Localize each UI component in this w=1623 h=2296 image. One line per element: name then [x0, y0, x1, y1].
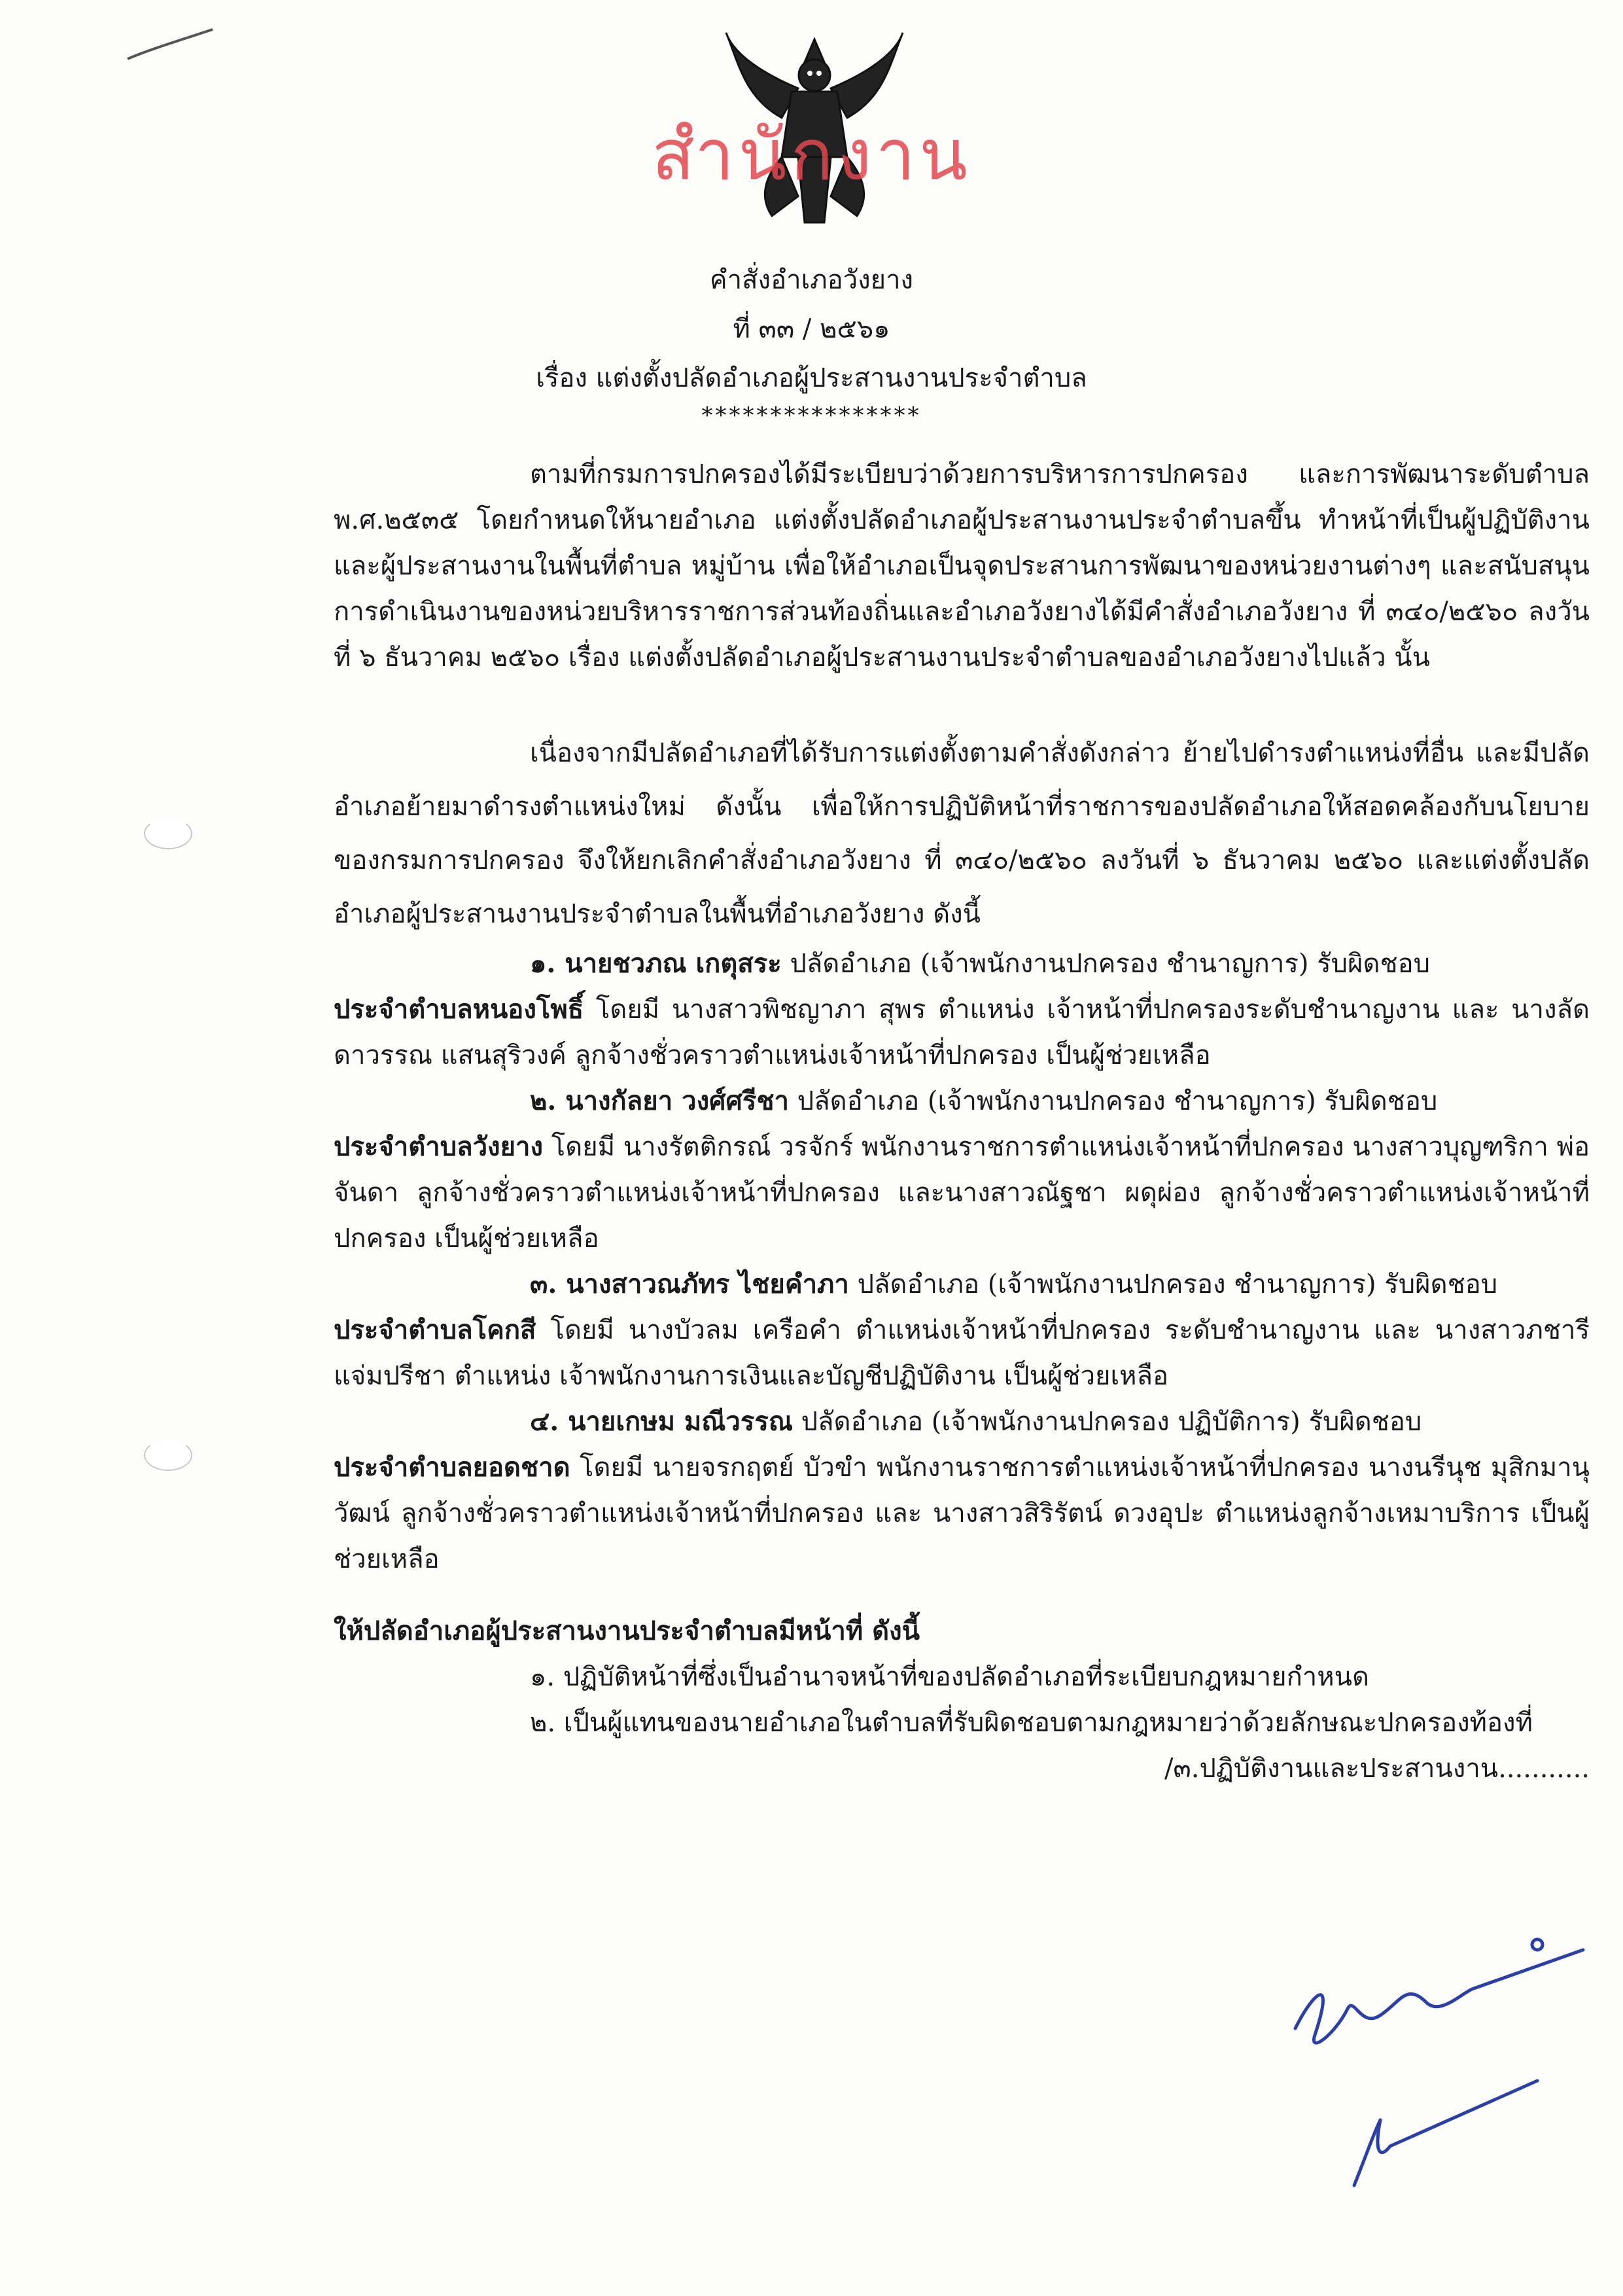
appointment-item-2-detail	[334, 1124, 1590, 1262]
duties-title: ให้ปลัดอำเภอผู้ประสานงานประจำตำบลมีหน้าที่ ดังนี้	[334, 1616, 920, 1646]
appointee-name: ๓. นางสาวณภัทร ไชยคำภา	[530, 1269, 849, 1299]
responsible-area: ประจำตำบลหนองโพธิ์	[334, 994, 584, 1025]
order-title: คำสั่งอำเภอวังยาง	[709, 265, 914, 295]
appointee-position: ปลัดอำเภอ (เจ้าพนักงานปกครอง ปฏิบัติการ) รับผิดชอบ	[792, 1407, 1422, 1437]
appointee-position: ปลัดอำเภอ (เจ้าพนักงานปกครอง ชำนาญการ) รับผิดชอบ	[781, 949, 1430, 979]
assistant-detail: โดยมี นางรัตติกรณ์ วรจักร์ พนักงานราชการตำแหน่งเจ้าหน้าที่ปกครอง นางสาวบุญฑริกา พ่อจันดา ลูกจ้างชั่วคราวตำแหน่งเจ้าหน้าที่ปกครอง และนางสาวณัฐชา ผดุผ่อง ลูกจ้างชั่วคราวตำแหน่งเจ้าหน้าที่ปกครอง เป็นผู้ช่วยเหลือ	[334, 1132, 1590, 1254]
appointment-item-4	[334, 1399, 1590, 1445]
duty-item-2: ๒. เป็นผู้แทนของนายอำเภอในตำบลที่รับผิดชอบตามกฎหมายว่าด้วยลักษณะปกครองท้องที่	[530, 1708, 1533, 1738]
responsible-area: ประจำตำบลวังยาง	[334, 1131, 544, 1162]
appointee-name: ๑. นายชวภณ เกตุสระ	[530, 948, 782, 979]
appointee-name: ๔. นายเกษม มณีวรรณ	[530, 1406, 793, 1437]
pen-mark	[124, 26, 216, 65]
responsible-area: ประจำตำบลยอดชาด	[334, 1452, 570, 1483]
signature-mark	[1276, 1937, 1603, 2199]
assistant-detail: โดยมี นางสาวพิชญาภา สุพร ตำแหน่ง เจ้าหน้าที่ปกครองระดับชำนาญงาน และ นางลัดดาวรรณ แสนสุริวงค์ ลูกจ้างชั่วคราวตำแหน่งเจ้าหน้าที่ปกครอง เป็นผู้ช่วยเหลือ	[334, 995, 1590, 1070]
responsible-area: ประจำตำบลโคกสี	[334, 1315, 536, 1345]
paragraph-background: ตามที่กรมการปกครองได้มีระเบียบว่าด้วยการบริหารการปกครอง และการพัฒนาระดับตำบล พ.ศ.๒๕๓๕ โดยกำหนดให้นายอำเภอ แต่งตั้งปลัดอำเภอผู้ประสานงานประจำตำบลขึ้น ทำหน้าที่เป็นผู้ปฏิบัติงานและผู้ประสานงานในพื้นที่ตำบล หมู่บ้าน เพื่อให้อำเภอเป็นจุดประสานการพัฒนาของหน่วยงานต่างๆ และสนับสนุนการดำเนินงานของหน่วยบริหารราชการส่วนท้องถิ่นและอำเภอวังยางได้มีคำสั่งอำเภอวังยาง ที่ ๓๔๐/๒๕๖๐ ลงวันที่ ๖ ธันวาคม ๒๕๖๐ เรื่อง แต่งตั้งปลัดอำเภอผู้ประสานงานประจำตำบลของอำเภอวังยางไปแล้ว นั้น	[334, 459, 1590, 673]
continuation-note: /๓.ปฏิบัติงานและประสานงาน...........	[1164, 1754, 1590, 1784]
appointment-item-3	[334, 1262, 1590, 1307]
order-body	[334, 451, 1590, 1792]
appointee-position: ปลัดอำเภอ (เจ้าพนักงานปกครอง ชำนาญการ) รับผิดชอบ	[788, 1086, 1438, 1116]
appointment-item-4-detail	[334, 1445, 1590, 1582]
appointment-item-3-detail	[334, 1307, 1590, 1399]
office-stamp: สำนักงาน	[652, 115, 971, 196]
punch-hole	[144, 1439, 192, 1471]
order-number: ที่ ๓๓ / ๒๕๖๑	[733, 314, 890, 344]
appointment-item-1	[334, 941, 1590, 987]
assistant-detail: โดยมี นางบัวลม เครือคำ ตำแหน่งเจ้าหน้าที่ปกครอง ระดับชำนาญงาน และ นางสาวภชารี แจ่มปรีชา ตำแหน่ง เจ้าพนักงานการเงินและบัญชีปฏิบัติงาน เป็นผู้ช่วยเหลือ	[334, 1315, 1590, 1391]
appointee-position: ปลัดอำเภอ (เจ้าพนักงานปกครอง ชำนาญการ) รับผิดชอบ	[848, 1269, 1498, 1299]
duty-item-1: ๑. ปฏิบัติหน้าที่ซึ่งเป็นอำนาจหน้าที่ของปลัดอำเภอที่ระเบียบกฎหมายกำหนด	[530, 1662, 1369, 1692]
order-subject: เรื่อง แต่งตั้งปลัดอำเภอผู้ประสานงานประจำตำบล	[536, 363, 1087, 393]
paragraph-reason: เนื่องจากมีปลัดอำเภอที่ได้รับการแต่งตั้งตามคำสั่งดังกล่าว ย้ายไปดำรงตำแหน่งที่อื่น และมีปลัดอำเภอย้ายมาดำรงตำแหน่งใหม่ ดังนั้น เพื่อให้การปฏิบัติหน้าที่ราชการของปลัดอำเภอให้สอดคล้องกับนโยบายของกรมการปกครอง จึงให้ยกเลิกคำสั่งอำเภอวังยาง ที่ ๓๔๐/๒๕๖๐ ลงวันที่ ๖ ธันวาคม ๒๕๖๐ และแต่งตั้งปลัดอำเภอผู้ประสานงานประจำตำบลในพื้นที่อำเภอวังยาง ดังนี้	[334, 738, 1590, 929]
appointment-item-1-detail	[334, 987, 1590, 1078]
appointee-name: ๒. นางกัลยา วงศ์ศรีชา	[530, 1086, 789, 1116]
header-separator: ****************	[701, 402, 922, 429]
assistant-detail: โดยมี นายจรกฤตย์ บัวขำ พนักงานราชการตำแหน่งเจ้าหน้าที่ปกครอง นางนรีนุช มุสิกมานุวัฒน์ ลูกจ้างชั่วคราวตำแหน่งเจ้าหน้าที่ปกครอง และ นางสาวสิริรัตน์ ดวงอุปะ ตำแหน่งลูกจ้างเหมาบริการ เป็นผู้ช่วยเหลือ	[334, 1453, 1590, 1574]
punch-hole	[144, 818, 192, 849]
appointment-item-2	[334, 1078, 1590, 1124]
